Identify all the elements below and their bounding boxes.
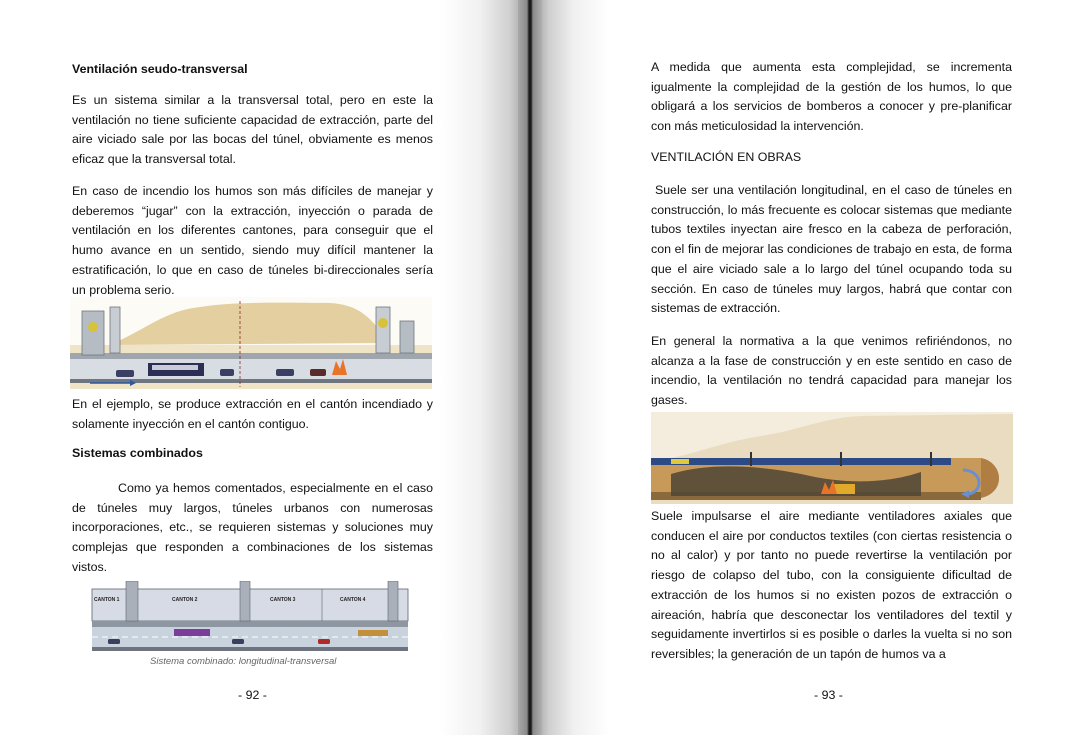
construction-tunnel-diagram: [651, 412, 1013, 504]
paragraph: En general la normativa a la que venimos refiriéndonos, no alcanza a la fase de construcción y en este sentido en caso de incendio, la ventilación no tendrá capacidad para manejar los gases.: [651, 334, 1012, 408]
page-number: - 92 -: [238, 688, 267, 702]
paragraph: Suele ser una ventilación longitudinal, en el caso de túneles en construcción, lo más frecuente es colocar sistemas que mediante tubos textiles inyectan aire fresco en la cabeza de perforación, con el fin de mejorar las condiciones de trabajo en esta, de forma que el aire viciado sale a lo largo del túnel ocupando toda su sección. En caso de túneles muy largos, habrá que contar con sistemas de extracción.: [651, 183, 1012, 316]
right-page: [542, 0, 1079, 735]
paragraph: En el ejemplo, se produce extracción en el cantón incendiado y solamente inyección en el cantón contiguo.: [72, 397, 433, 431]
canton-label: CANTON 1: [94, 597, 120, 603]
canton-label: CANTON 2: [172, 597, 198, 603]
left-page: [0, 0, 518, 735]
page-number: - 93 -: [814, 688, 843, 702]
book-gutter: [518, 0, 542, 735]
paragraph: Como ya hemos comentados, especialmente en el caso de túneles muy largos, túneles urbanos con numerosas incorporaciones, etc., se requieren sistemas y soluciones muy complejas que responden a combinaciones de los sistemas vistos.: [72, 481, 433, 574]
figure-caption: Sistema combinado: longitudinal-transversal: [150, 656, 337, 667]
paragraph: Es un sistema similar a la transversal total, pero en este la ventilación no tiene suficiente capacidad de extracción, parte del aire viciado sale por las bocas del túnel, obviamente es menos eficaz que la transversal total.: [72, 93, 433, 167]
heading-ventilacion-en-obras: VENTILACIÓN EN OBRAS: [651, 150, 802, 164]
canton-label: CANTON 4: [340, 597, 366, 603]
paragraph: En caso de incendio los humos son más difíciles de manejar y deberemos “jugar” con la extracción, inyección o parada de ventilación en los diferentes cantones, para conseguir que el humo avance en un sentido, siendo muy difícil mantener la estratificación, lo que en caso de túneles bi-direccionales sería un problema serio.: [72, 184, 433, 297]
paragraph: Suele impulsarse el aire mediante ventiladores axiales que conducen el aire por conductos textiles (con ciertas resistencia o no al calor) y por tanto no puede revertirse la ventilación por riesgo de colapso del tubo, con la consiguiente dificultad de extracción de los humos si no existen pozos de extracción o aireación, habría que desconectar los ventiladores del textil y seguidamente invertirlos si es posible o darles la vuelta si no son reversibles; la generación de un tapón de humos va a: [651, 509, 1012, 661]
paragraph: A medida que aumenta esta complejidad, se incrementa igualmente la complejidad de la gestión de los humos, lo que obligará a los servicios de bomberos a conocer y pre-planificar con más meticulosidad la intervención.: [651, 60, 1012, 134]
heading-sistemas-combinados: Sistemas combinados: [72, 446, 203, 460]
heading-ventilacion-seudo-transversal: Ventilación seudo-transversal: [72, 62, 248, 76]
canton-label: CANTON 3: [270, 597, 296, 603]
combined-system-diagram: [90, 581, 412, 653]
tunnel-extraction-diagram: [70, 297, 432, 389]
